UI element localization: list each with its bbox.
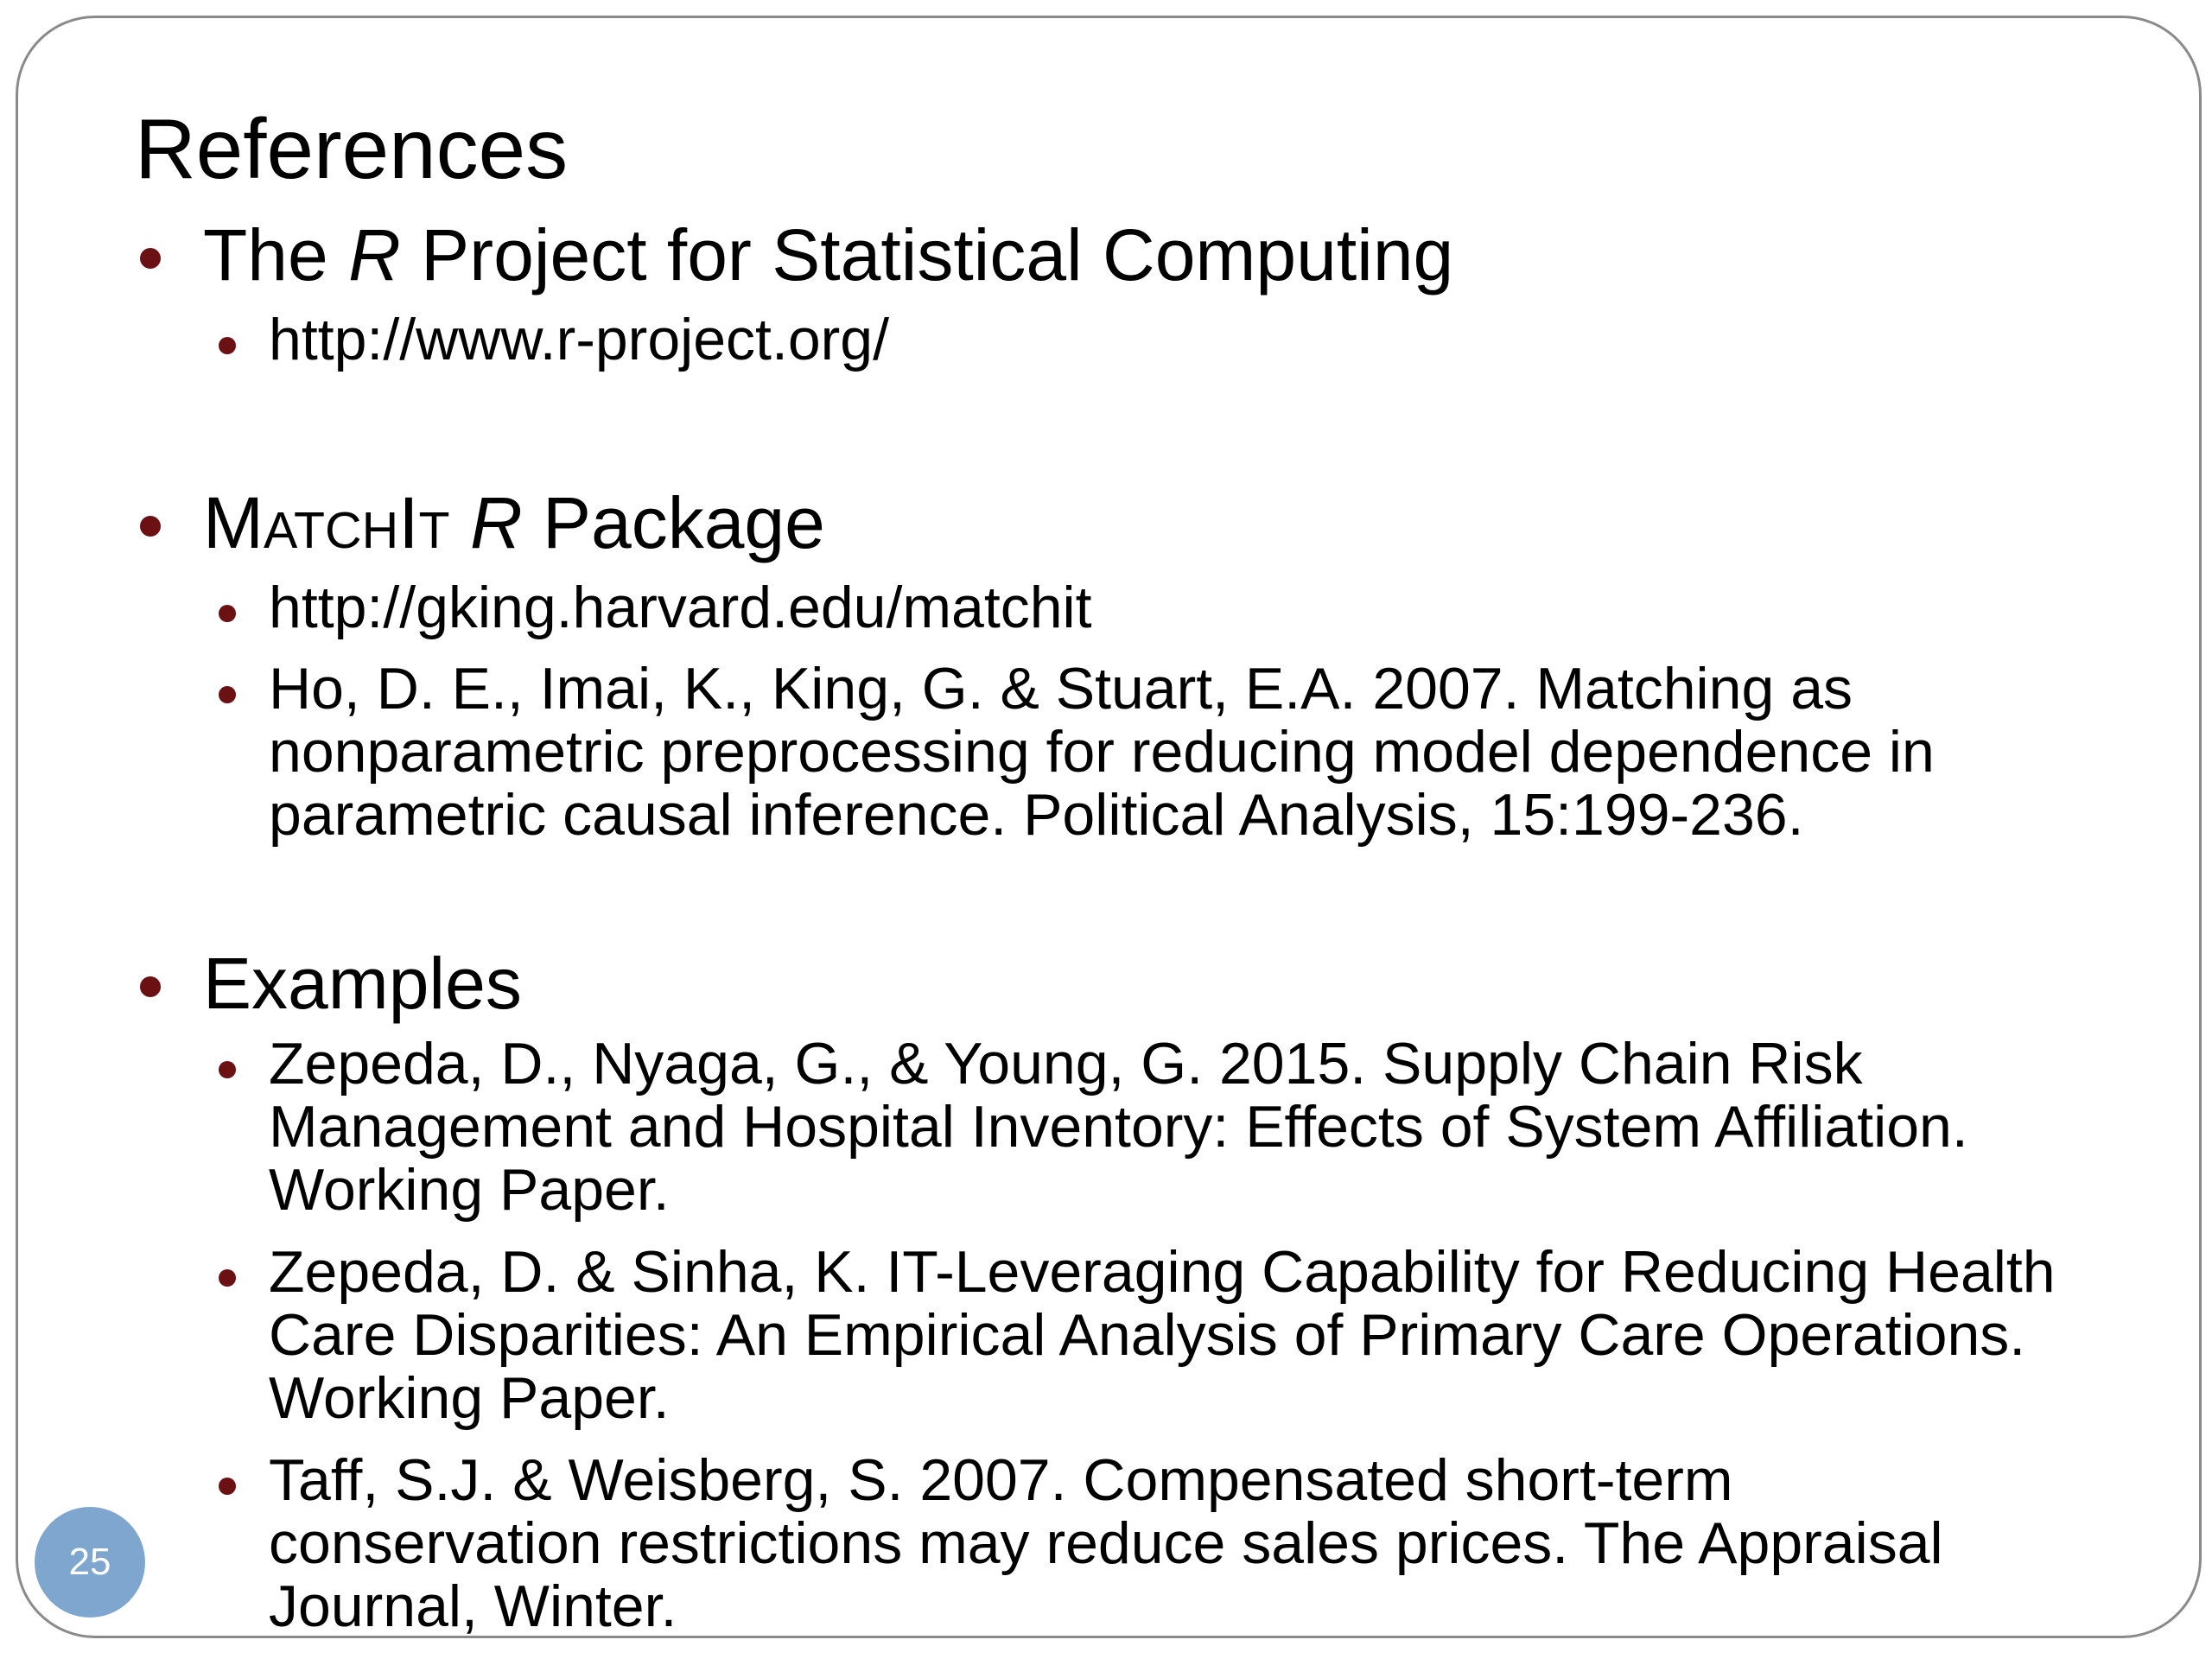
heading-suffix: Package: [522, 482, 825, 563]
bullet-icon: [140, 976, 161, 997]
reference-entry: Ho, D. E., Imai, K., King, G. & Stuart, E.A. 2007. Matching as nonparametric preprocessing for reducing model dependence in parametric causal inference. Political Analysis, 15:199-236.: [269, 656, 1935, 848]
reference-entry: Taff, S.J. & Weisberg, S. 2007. Compensated short-term conservation restrictions may reduce sales prices. The Appraisal Journal, Winter.: [269, 1447, 1943, 1639]
bullet-icon: [219, 686, 236, 703]
heading-italic-r: R: [469, 482, 523, 563]
section-heading-r-project: [203, 212, 1453, 298]
bullet-icon: [140, 516, 161, 537]
slide-title: References: [135, 101, 569, 196]
reference-entry: Zepeda, D. & Sinha, K. IT-Leveraging Capability for Reducing Health Care Disparities: An Empirical Analysis of Primary Care Operations. Working Paper.: [269, 1239, 2056, 1431]
section-heading-matchit: [203, 480, 825, 566]
reference-entry: Zepeda, D., Nyaga, G., & Young, G. 2015. Supply Chain Risk Management and Hospital Inventory: Effects of System Affiliation. Working Paper.: [269, 1031, 1968, 1223]
bullet-icon: [219, 1478, 236, 1495]
slide-number-badge: 25: [35, 1507, 145, 1618]
heading-smallcaps: MatchIt: [203, 482, 450, 563]
section-heading-examples: Examples: [203, 943, 522, 1024]
heading-prefix: The: [203, 214, 349, 296]
heading-suffix: Project for Statistical Computing: [400, 214, 1454, 296]
heading-italic-r: R: [348, 214, 401, 296]
bullet-icon: [219, 337, 236, 354]
bullet-icon: [219, 1269, 236, 1287]
reference-link[interactable]: http://www.r-project.org/: [269, 307, 890, 372]
reference-link[interactable]: http://gking.harvard.edu/matchit: [269, 575, 1092, 640]
bullet-icon: [140, 248, 161, 269]
bullet-icon: [219, 605, 236, 622]
bullet-icon: [219, 1061, 236, 1078]
